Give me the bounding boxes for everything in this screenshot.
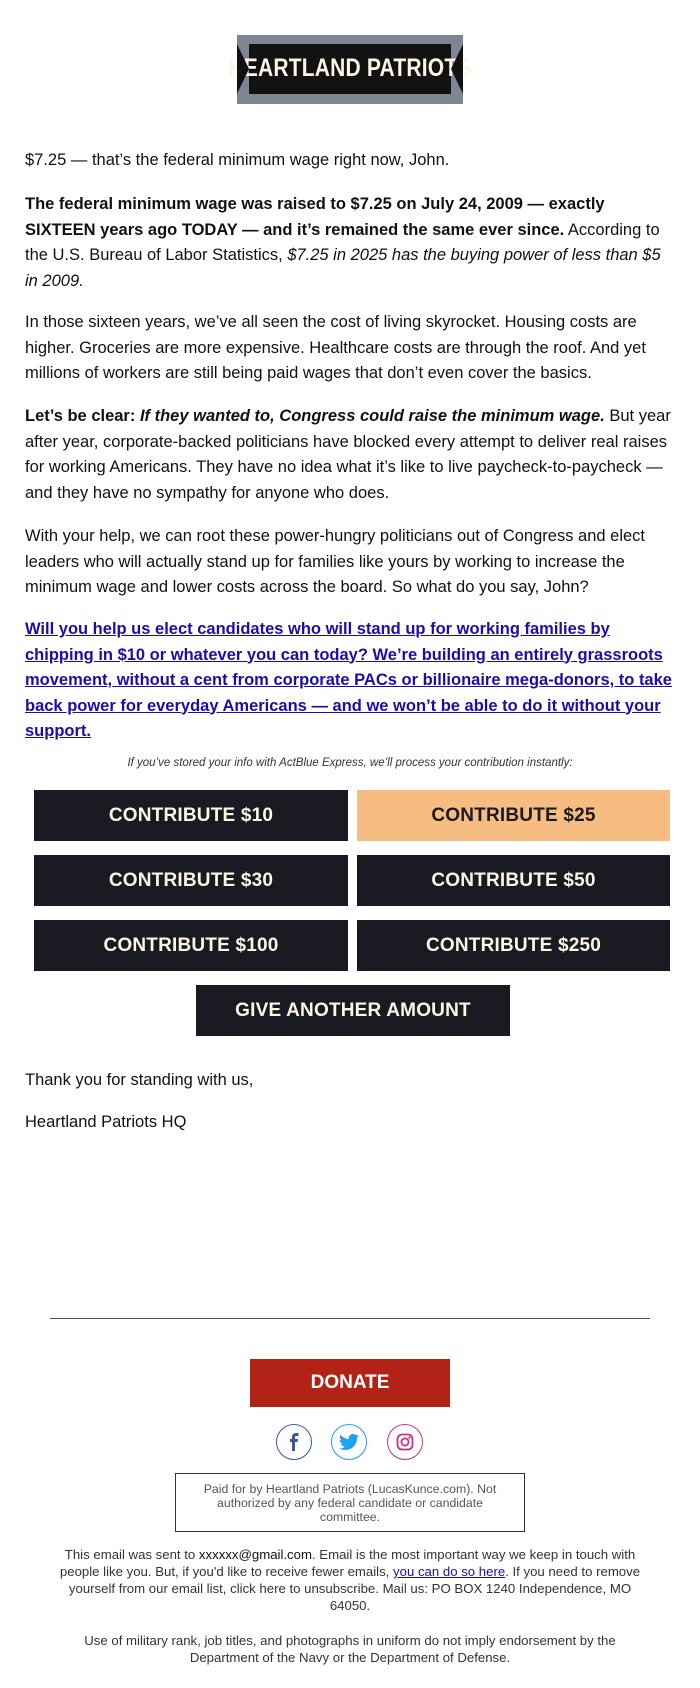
- heartland-patriots-logo[interactable]: [228, 35, 472, 104]
- wage-history-paragraph: [25, 192, 675, 294]
- footer-sent-suffix: . If you need to remove yourself from our email list, click here to unsubscribe. Mail us: PO BOX 1240 Independence, MO 64050.: [68, 1564, 641, 1613]
- paid-for-disclaimer: Paid for by Heartland Patriots (LucasKunce.com). Not authorized by any federal candidate or candidate committee.: [175, 1473, 525, 1532]
- congress-bold-italic: If they wanted to, Congress could raise the minimum wage.: [139, 407, 605, 425]
- logo-plate: [228, 44, 472, 94]
- give-another-amount-button[interactable]: GIVE ANOTHER AMOUNT: [196, 985, 510, 1036]
- help-paragraph: With your help, we can root these power-hungry politicians out of Congress and elect leaders who will actually stand up for families like yours by working to increase the minimum wage and lower costs across the board. So what do you say, John?: [25, 527, 645, 596]
- congress-paragraph: [25, 404, 675, 506]
- closing-line: Thank you for standing with us,: [25, 1071, 254, 1089]
- footer-sent-mid: . Email is the most important way we keep in touch with people like you. But, if you'd like to receive fewer emails,: [59, 1547, 636, 1579]
- intro-paragraph: $7.25 — that’s the federal minimum wage right now, John.: [25, 151, 450, 169]
- contribute-30-button[interactable]: CONTRIBUTE $30: [34, 855, 348, 906]
- military-disclaimer: Use of military rank, job titles, and photographs in uniform do not imply endorsement by the Department of the Navy or the Department of Defense.: [84, 1633, 616, 1665]
- wage-history-bold: The federal minimum wage was raised to $7.25 on July 24, 2009 — exactly SIXTEEN years ago TODAY — and it’s remained the same ever since.: [25, 195, 605, 239]
- contribute-100-button[interactable]: CONTRIBUTE $100: [34, 920, 348, 971]
- donate-button[interactable]: DONATE: [250, 1359, 450, 1407]
- wage-history-text: According to the U.S. Bureau of Labor Statistics,: [25, 220, 660, 264]
- congress-bold: Let’s be clear:: [25, 407, 140, 425]
- contribute-250-button[interactable]: CONTRIBUTE $250: [357, 920, 670, 971]
- logo-notch-right: [451, 44, 463, 94]
- logo-notch-left: [237, 44, 249, 94]
- instagram-icon[interactable]: [387, 1424, 423, 1460]
- cta-donate-link[interactable]: Will you help us elect candidates who will stand up for working families by chipping in $10 or whatever you can today? We’re building an entirely grassroots movement, without a cent from corporate PACs or billionaire mega-donors, to take back power for everyday Americans — and we won’t be able to do it without your support.: [25, 620, 672, 740]
- twitter-icon[interactable]: [331, 1424, 367, 1460]
- signature: Heartland Patriots HQ: [25, 1113, 187, 1131]
- footer-email-notice: [50, 1546, 650, 1614]
- contribute-25-button[interactable]: CONTRIBUTE $25: [357, 790, 670, 841]
- contribute-10-button[interactable]: CONTRIBUTE $10: [34, 790, 348, 841]
- cta-paragraph: [25, 617, 675, 745]
- footer-divider: [50, 1318, 650, 1319]
- recipient-email: xxxxxx@gmail.com: [198, 1547, 312, 1562]
- contribute-50-button[interactable]: CONTRIBUTE $50: [357, 855, 670, 906]
- wage-history-italic: $7.25 in 2025 has the buying power of less than $5 in 2009.: [25, 246, 661, 290]
- cost-of-living-paragraph: In those sixteen years, we’ve all seen the cost of living skyrocket. Housing costs are higher. Groceries are more expensive. Healthcare costs are through the roof. And yet millions of workers are still being paid wages that don’t even cover the basics.: [25, 313, 646, 382]
- footer-sent-prefix: This email was sent to: [64, 1547, 199, 1562]
- facebook-icon[interactable]: [276, 1424, 312, 1460]
- fewer-emails-link[interactable]: you can do so here: [393, 1564, 506, 1579]
- congress-text: But year after year, corporate-backed politicians have blocked every attempt to deliver real raises for working Americans. They have no idea what it’s like to live paycheck-to-paycheck — and they have no sympathy for anyone who does.: [25, 407, 671, 502]
- actblue-notice: If you’ve stored your info with ActBlue Express, we’ll process your contribution instantly:: [127, 757, 573, 769]
- logo-text: HEARTLAND PATRIOTS: [228, 54, 472, 82]
